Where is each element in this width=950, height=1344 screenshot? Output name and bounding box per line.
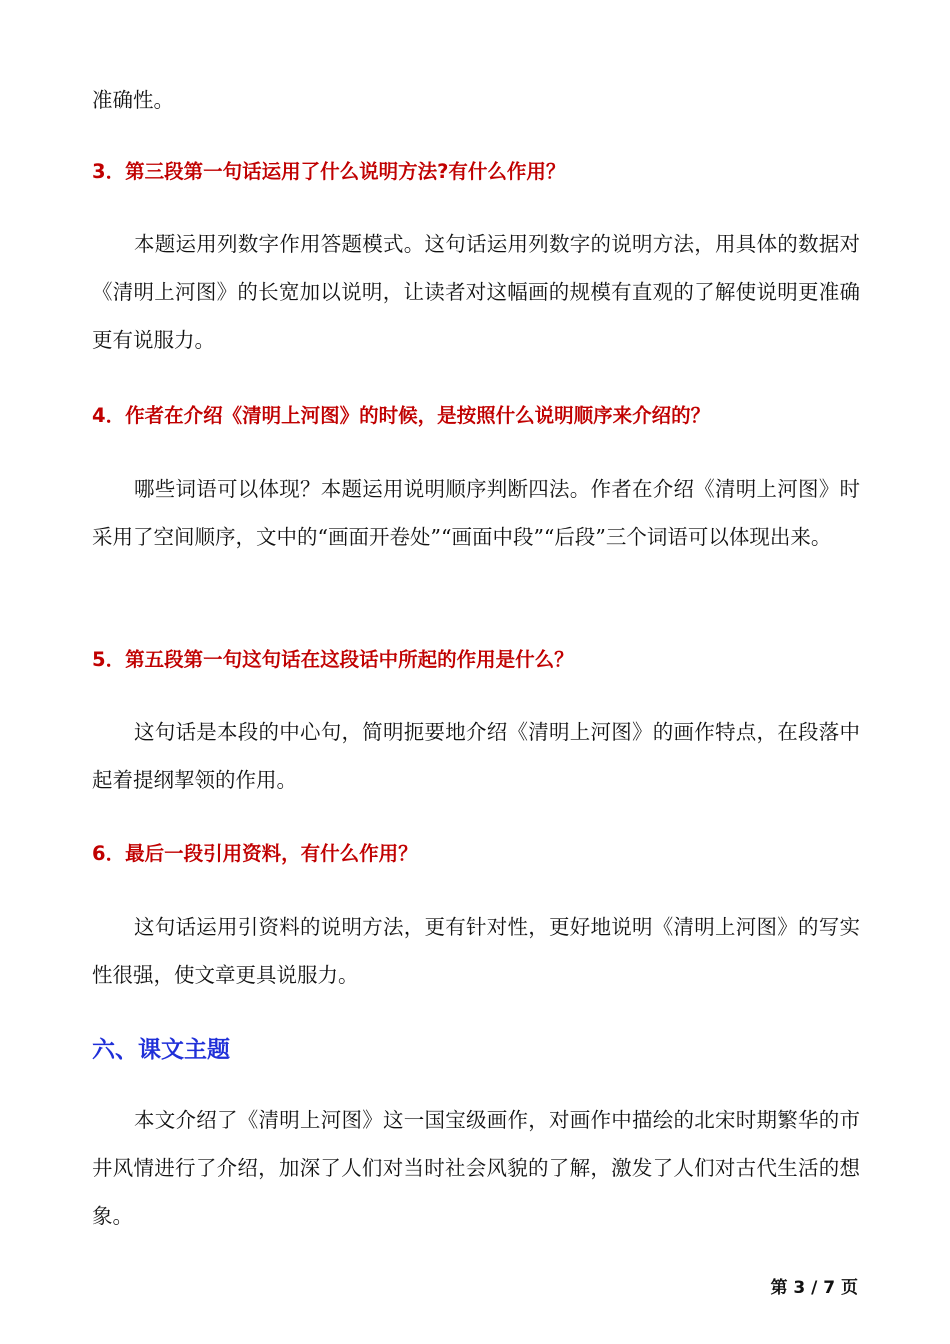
section-title: 六、课文主题 (92, 1037, 230, 1063)
theme-paragraph (92, 1096, 860, 1240)
answer-text: 这句话运用引资料的说明方法，更有针对性，更好地说明《清明上河图》的写实性很强，使文章更具说服力。 (92, 915, 860, 987)
question-5 (92, 646, 860, 674)
question-3 (92, 158, 860, 186)
question-text: 4．作者在介绍《清明上河图》的时候，是按照什么说明顺序来介绍的？ (92, 404, 711, 427)
answer-6 (92, 903, 860, 999)
section-heading (92, 1035, 860, 1065)
answer-text: 本题运用列数字作用答题模式。这句话运用列数字的说明方法，用具体的数据对《清明上河图》的长宽加以说明，让读者对这幅画的规模有直观的了解使说明更准确更有说服力。 (92, 232, 860, 352)
question-text: 3．第三段第一句话运用了什么说明方法?有什么作用？ (92, 160, 566, 183)
answer-5 (92, 708, 860, 804)
question-6 (92, 840, 860, 868)
answer-text: 这句话是本段的中心句，简明扼要地介绍《清明上河图》的画作特点，在段落中起着提纲挈领的作用。 (92, 720, 860, 792)
continuation-paragraph (92, 76, 860, 124)
answer-4 (92, 465, 860, 561)
theme-text: 本文介绍了《清明上河图》这一国宝级画作，对画作中描绘的北宋时期繁华的市井风情进行了介绍，加深了人们对当时社会风貌的了解，激发了人们对古代生活的想象。 (92, 1108, 860, 1228)
question-4 (92, 402, 860, 430)
paragraph-text: 准确性。 (92, 88, 174, 112)
page-number: 第 3 / 7 页 (770, 1278, 858, 1298)
answer-text: 哪些词语可以体现？本题运用说明顺序判断四法。作者在介绍《清明上河图》时采用了空间顺序，文中的“画面开卷处”“画面中段”“后段”三个词语可以体现出来。 (92, 477, 860, 549)
question-text: 6．最后一段引用资料，有什么作用？ (92, 842, 418, 865)
answer-3 (92, 220, 860, 364)
question-text: 5．第五段第一句这句话在这段话中所起的作用是什么？ (92, 648, 574, 671)
